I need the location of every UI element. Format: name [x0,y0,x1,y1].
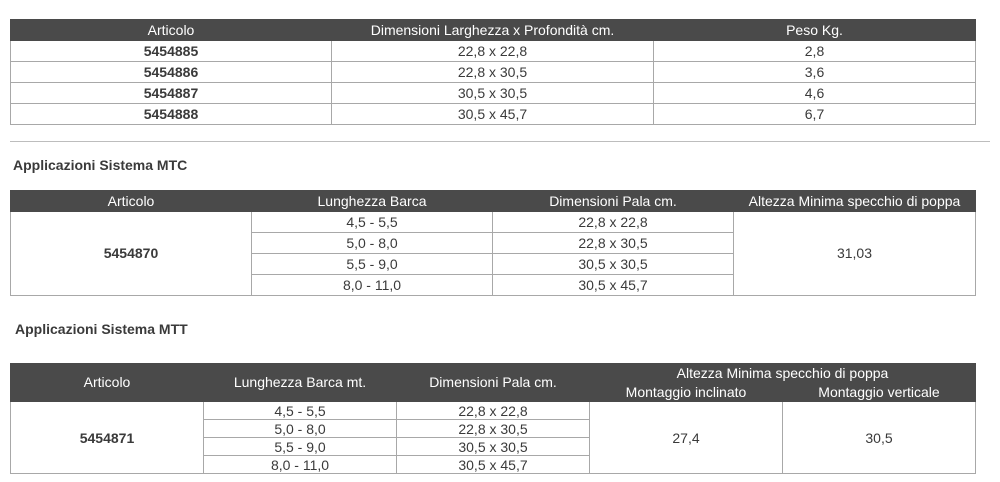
blade-size-value: 22,8 x 30,5 [397,420,590,438]
col-header-verticale: Montaggio verticale [783,383,976,402]
table-row [11,104,976,125]
blade-size-value: 30,5 x 30,5 [493,254,734,275]
header-row [11,191,976,212]
dimension-value: 30,5 x 30,5 [332,83,654,104]
article-code: 5454871 [11,402,204,474]
boat-length-value: 5,5 - 9,0 [252,254,493,275]
table-row [11,62,976,83]
col-header-peso: Peso Kg. [654,20,976,41]
inclined-height-value: 27,4 [590,402,783,474]
dimension-value: 22,8 x 30,5 [332,62,654,83]
blade-size-value: 30,5 x 45,7 [397,456,590,474]
boat-length-value: 8,0 - 11,0 [252,275,493,296]
col-header-altezza: Altezza Minima specchio di poppa [734,191,976,212]
header-row [11,364,976,383]
boat-length-value: 8,0 - 11,0 [204,456,397,474]
boat-length-value: 5,0 - 8,0 [204,420,397,438]
col-header-altezza: Altezza Minima specchio di poppa [590,364,976,383]
blade-size-value: 30,5 x 30,5 [397,438,590,456]
table-row [11,402,976,420]
weight-value: 3,6 [654,62,976,83]
col-header-articolo: Articolo [11,191,252,212]
boat-length-value: 5,5 - 9,0 [204,438,397,456]
col-header-lunghezza: Lunghezza Barca [252,191,493,212]
blade-size-value: 30,5 x 45,7 [493,275,734,296]
vertical-height-value: 30,5 [783,402,976,474]
section-divider [10,141,990,142]
header-row [11,20,976,41]
article-code: 5454885 [11,41,332,62]
mtc-table [10,190,976,296]
section-title-mtc: Applicazioni Sistema MTC [13,157,188,173]
boat-length-value: 5,0 - 8,0 [252,233,493,254]
article-code: 5454887 [11,83,332,104]
col-header-dimensioni-pala: Dimensioni Pala cm. [397,364,590,402]
dimension-value: 22,8 x 22,8 [332,41,654,62]
col-header-lunghezza: Lunghezza Barca mt. [204,364,397,402]
weight-value: 2,8 [654,41,976,62]
col-header-articolo: Articolo [11,364,204,402]
table-row [11,212,976,233]
col-header-articolo: Articolo [11,20,332,41]
article-code: 5454870 [11,212,252,296]
col-header-dimensioni-pala: Dimensioni Pala cm. [493,191,734,212]
section-title-mtt: Applicazioni Sistema MTT [15,321,188,337]
mtt-table [10,363,976,474]
table-row [11,41,976,62]
article-code: 5454888 [11,104,332,125]
article-code: 5454886 [11,62,332,83]
boat-length-value: 4,5 - 5,5 [252,212,493,233]
col-header-dimensioni: Dimensioni Larghezza x Profondità cm. [332,20,654,41]
transom-height-value: 31,03 [734,212,976,296]
weight-value: 4,6 [654,83,976,104]
blade-size-value: 22,8 x 22,8 [493,212,734,233]
table-row [11,83,976,104]
blade-size-value: 22,8 x 30,5 [493,233,734,254]
dimension-value: 30,5 x 45,7 [332,104,654,125]
weight-value: 6,7 [654,104,976,125]
weights-table [10,19,976,125]
boat-length-value: 4,5 - 5,5 [204,402,397,420]
col-header-inclinato: Montaggio inclinato [590,383,783,402]
blade-size-value: 22,8 x 22,8 [397,402,590,420]
